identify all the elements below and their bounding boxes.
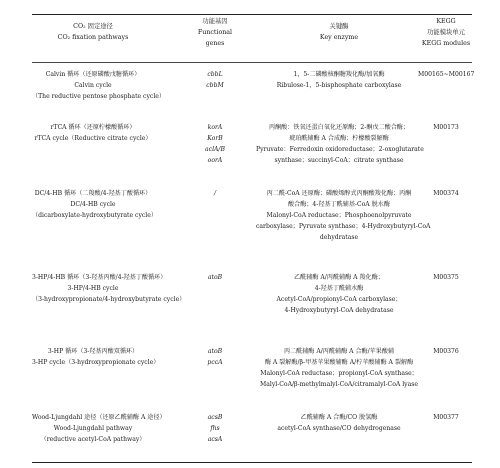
header-pathway: CO₂ 固定途径 CO₂ fixation pathways: [57, 23, 129, 41]
table-row-pathway: 3-HP/4-HB 循环（3-羟基丙酸/4-羟基丁酸循环） 3-HP/4-HB cycle （3-hydroxypropionate/4-hydroxybutyrate cycle）: [32, 274, 186, 303]
table-row-enzyme: 1，5-二磷酸核酮糖羧化酶/加氧酶 Ribulose-1，5-bisphosphate carboxylase: [276, 71, 402, 89]
table-row-genes: atoB: [207, 274, 223, 281]
table-row-genes: cbbL cbbM: [206, 71, 224, 89]
table-row-pathway: rTCA 循环（还原柠檬酸循环） rTCA cycle（Reductive citrate cycle）: [34, 124, 152, 142]
table-row-genes: atoB pccA: [207, 348, 223, 366]
table-top-rule: [32, 14, 472, 15]
table-row-enzyme: 丙二酰-CoA 还原酶；磷酸烯醇式丙酮酸羧化酶；丙酮 酸合酶；4-羟基丁酰辅基-CoA 脱水酶 Malonyl-CoA reductase；Phosphoenolpyruvate carboxylase；Pyruvate synthase；4-Hydroxybutyryl-CoA dehydratase: [256, 190, 431, 241]
table-row-kegg: M00165~M00167: [418, 71, 475, 78]
table-row-pathway: DC/4-HB 循环（二羧酸/4-羟基丁酸循环） DC/4-HB cycle （dicarboxylate-hydroxybutyrate cycle）: [32, 190, 157, 219]
table-row-pathway: Calvin 循环（还原磷酸戊糖循环） Calvin cycle （The reductive pentose phosphate cycle）: [32, 71, 165, 100]
table-row-enzyme: 丙酮酸：铁氧还蛋白氧化还原酶；2-酮戊二酸合酶； 琥珀酰辅酶 A 合成酶；柠檬酸裂解酶 Pyruvate：Ferredoxin oxidoreductase；2-oxoglutarate synthase；succinyl-CoA；citrate synthase: [256, 124, 424, 164]
header-kegg: KEGG 功能模块单元 KEGG modules: [421, 18, 471, 47]
header-genes: 功能基因 Functional genes: [197, 18, 233, 47]
table-row-kegg: M00377: [433, 414, 459, 421]
table-row-pathway: 3-HP 循环（3-羟基丙酸双循环） 3-HP cycle（3-hydroxypropionate cycle）: [32, 348, 160, 366]
table-row-enzyme: 丙二酰辅酶 A/丙酰辅酶 A 合酶/苹果酸辅 酶 A 裂解酶/β-甲基苹果酸辅酶 A/柠苹酸辅酶 A 裂解酶 Malonyl-CoA reductase；propionyl-CoA synthase； Malyl-CoA/β-methylmalyl-CoA/citramalyl-CoA lyase: [260, 348, 418, 388]
header-bottom-rule: [32, 62, 472, 63]
table-row-genes: korA KorB aclA/B oorA: [205, 124, 225, 164]
table-row-kegg: M00374: [433, 190, 459, 197]
table-row-kegg: M00375: [433, 274, 459, 281]
table-row-genes: acsB fhs acsA: [207, 414, 223, 443]
table-row-genes: /: [213, 190, 217, 197]
header-enzyme: 关键酶 Key enzyme: [319, 23, 359, 41]
table-row-enzyme: 乙酰辅酶 A/丙酰辅酶 A 羧化酶； 4-羟基丁酰辅水酶 Acetyl-CoA/propionyl-CoA carboxylase； 4-Hydroxybutyryl-CoA dehydratase: [276, 274, 402, 314]
table-row-kegg: M00173: [433, 124, 459, 131]
table-row-pathway: Wood-Ljungdahl 途径（还原乙酰辅酶 A 途径） Wood-Ljungdahl pathway （reductive acetyl-CoA pathway）: [32, 414, 166, 443]
table-row-kegg: M00376: [433, 348, 459, 355]
table-row-enzyme: 乙酰辅酶 A 合酶/CO 脱氢酶 acetyl-CoA synthase/CO dehydrogenase: [277, 414, 401, 432]
table-bottom-rule: [32, 462, 472, 463]
